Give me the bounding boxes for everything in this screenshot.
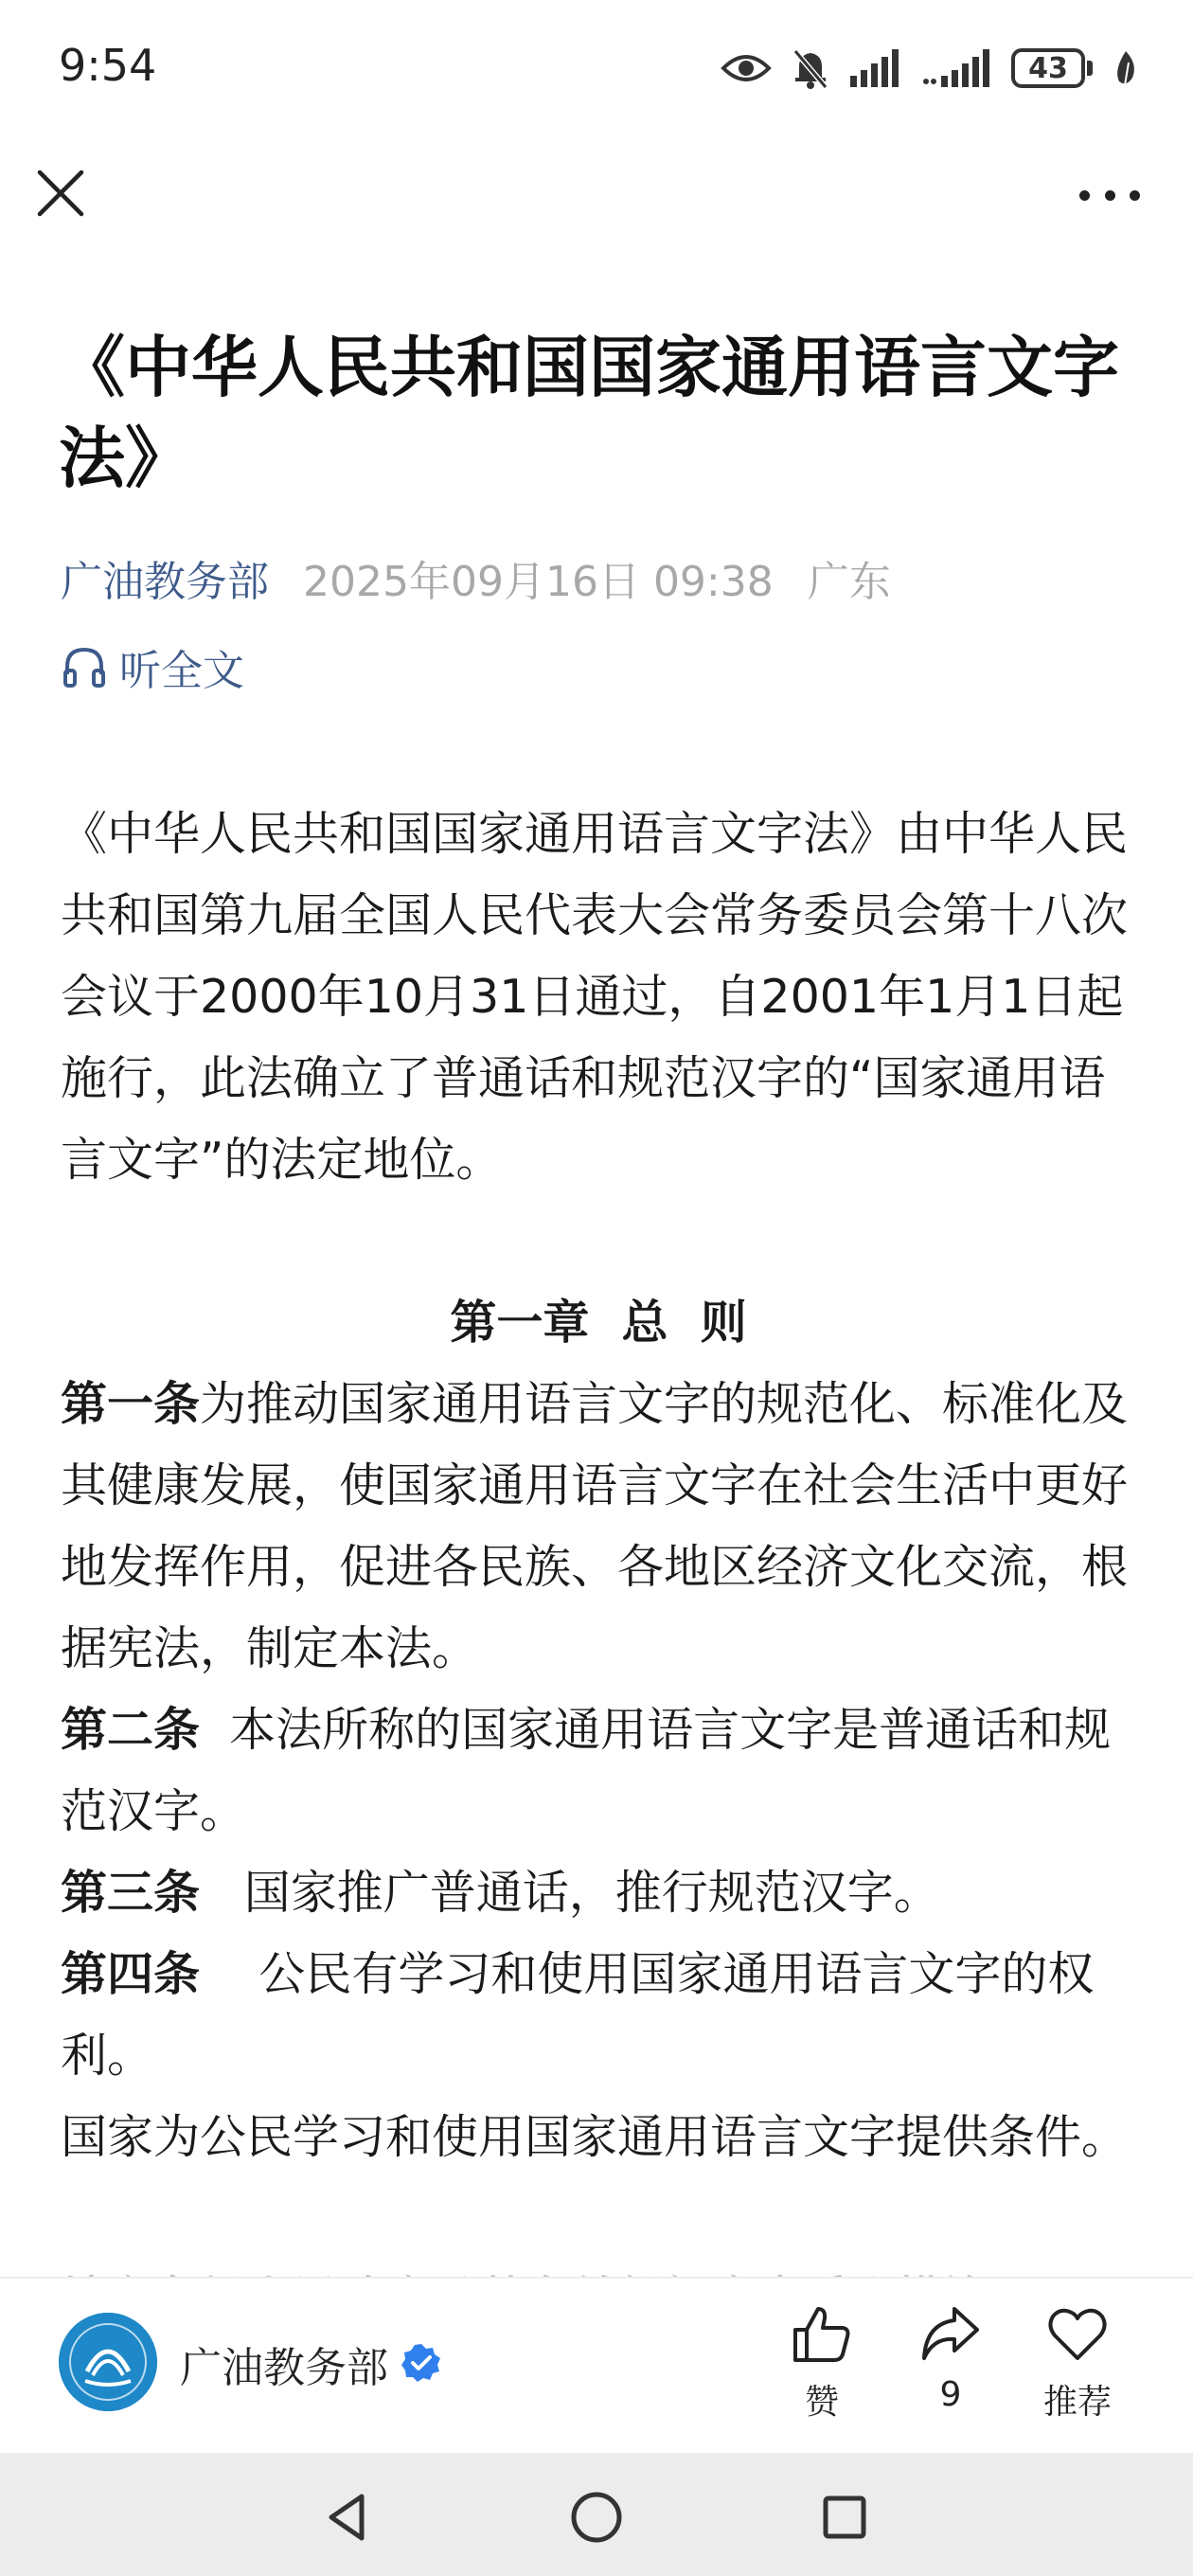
system-nav-bar — [0, 2453, 1193, 2576]
status-time: 9:54 — [59, 40, 157, 91]
listen-label: 听全文 — [119, 647, 244, 695]
clause-label: 第三条 — [61, 1866, 201, 1920]
close-button[interactable] — [34, 167, 87, 220]
top-nav — [0, 152, 1193, 237]
clause-label: 第四条 — [61, 1947, 201, 2001]
article-clause — [61, 1364, 1136, 1690]
more-button[interactable] — [1079, 176, 1140, 214]
publish-date: 2025年09月16日 09:38 — [303, 558, 774, 606]
recent-apps-button[interactable] — [814, 2487, 875, 2548]
battery-icon — [1011, 48, 1093, 88]
more-icon — [1079, 190, 1090, 201]
battery-level: 43 — [1011, 48, 1085, 88]
extra-paragraph: 国家为公民学习和使用国家通用语言文字提供条件。 — [61, 2110, 1129, 2164]
close-icon — [34, 167, 87, 220]
article-clause — [61, 1934, 1136, 2097]
back-icon — [318, 2487, 379, 2548]
share-count: 9 — [939, 2375, 962, 2414]
headphones-icon — [62, 646, 106, 688]
clause-text: 本法所称的国家通用语言文字是普通话和规范汉字。 — [61, 1703, 1112, 1838]
article-clause — [61, 1852, 1136, 1934]
share-icon — [920, 2305, 981, 2364]
recent-apps-icon — [814, 2487, 875, 2548]
status-bar — [0, 0, 1193, 133]
avatar[interactable] — [59, 2313, 157, 2411]
back-button[interactable] — [318, 2487, 379, 2548]
article-meta — [61, 549, 891, 606]
intro-paragraph: 《中华人民共和国国家通用语言文字法》由中华人民共和国第九届全国人民代表大会常务委员会第十八次会议于2000年10月31日通过，自2001年1月1日起施行，此法确立了普通话和规范汉字的“国家通用语言文字”的法定地位。 — [61, 807, 1129, 1187]
article-clause — [61, 1690, 1136, 1852]
chapter-title: 第一章 总 则 — [450, 1296, 747, 1350]
like-button[interactable] — [765, 2305, 879, 2428]
heart-icon — [1047, 2305, 1108, 2364]
recommend-button[interactable] — [1021, 2305, 1134, 2428]
clause-label: 第二条 — [61, 1703, 201, 1757]
signal-icon — [850, 49, 901, 87]
thumbs-up-icon — [792, 2305, 852, 2364]
recommend-label: 推荐 — [1042, 2383, 1112, 2422]
publish-location: 广东 — [807, 558, 891, 606]
bottom-action-bar — [0, 2277, 1193, 2453]
bell-off-icon — [792, 47, 829, 89]
clause-text: 公民有学习和使用国家通用语言文字的权利。 — [61, 1947, 1095, 2083]
listen-button[interactable] — [62, 638, 244, 695]
author-name[interactable]: 广油教务部 — [180, 2344, 388, 2392]
article-title: 《中华人民共和国国家通用语言文字法》 — [59, 329, 1119, 497]
author-link[interactable]: 广油教务部 — [61, 558, 269, 606]
eye-icon — [721, 51, 771, 85]
home-button[interactable] — [566, 2487, 627, 2548]
cut-off-line — [61, 2258, 1136, 2277]
status-icons — [721, 42, 1138, 95]
home-icon — [566, 2487, 627, 2548]
clause-text: 国家推广普通话，推行规范汉字。 — [200, 1866, 940, 1920]
like-label: 赞 — [804, 2383, 839, 2422]
share-button[interactable] — [894, 2305, 1007, 2428]
article-body — [61, 794, 1136, 2178]
verified-icon — [401, 2343, 441, 2383]
leaf-icon — [1113, 49, 1138, 87]
clause-label: 第一条 — [61, 1377, 201, 1431]
clause-text: 为推动国家通用语言文字的规范化、标准化及其健康发展，使国家通用语言文字在社会生活中更好地发挥作用，促进各民族、各地区经济文化交流，根据宪法，制定本法。 — [61, 1377, 1129, 1675]
signal-icon — [922, 49, 990, 87]
